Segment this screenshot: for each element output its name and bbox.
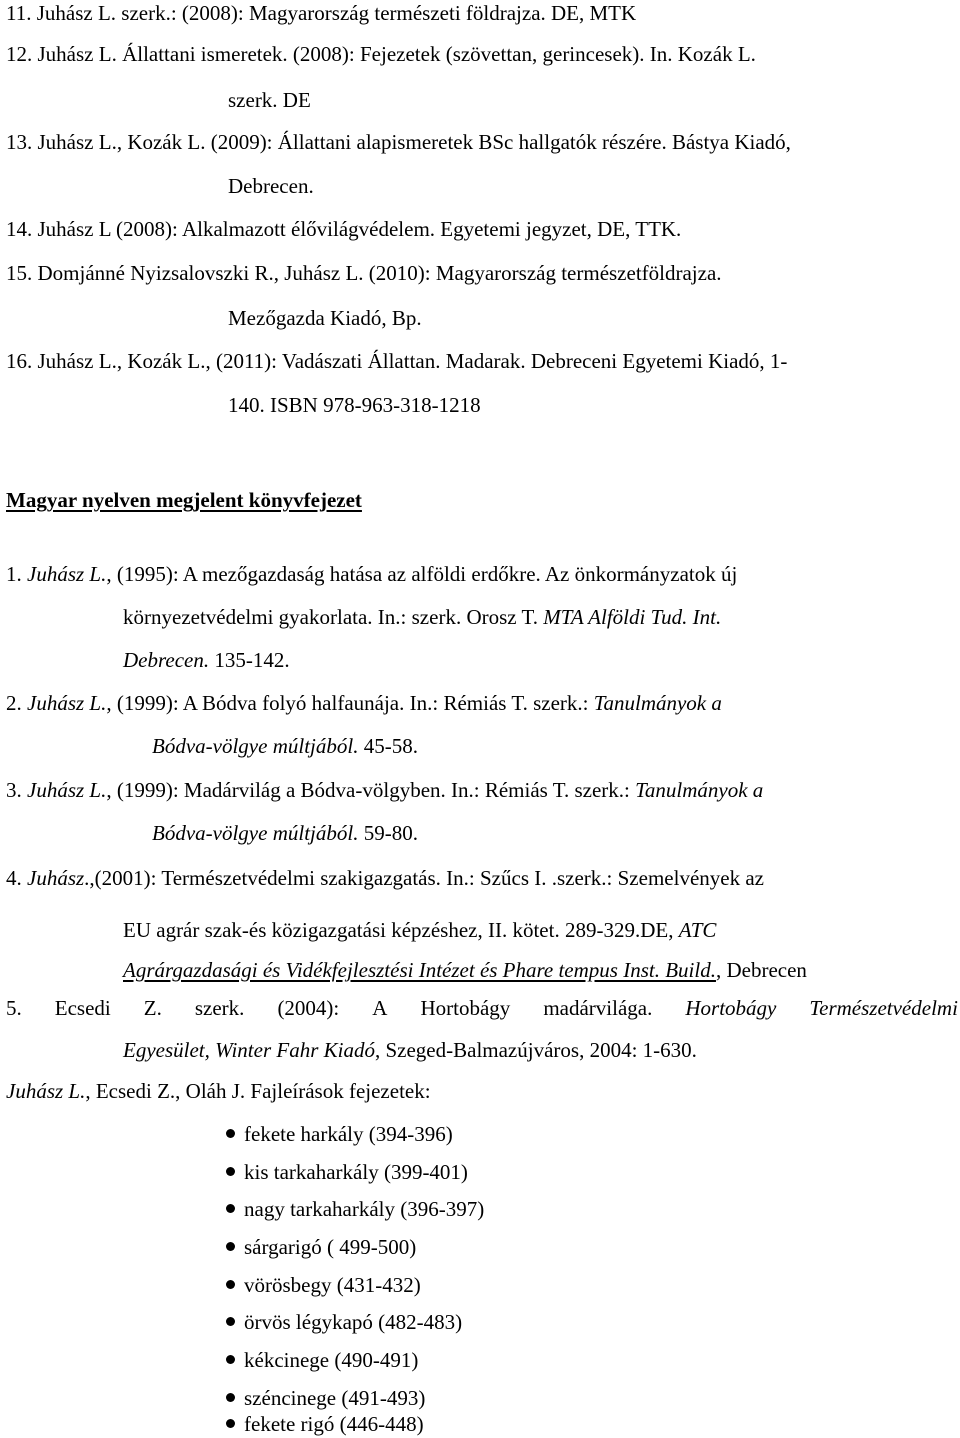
chapter-author: Juhász L. bbox=[6, 1079, 86, 1103]
bullet-icon bbox=[226, 1419, 235, 1428]
chapter-author: Juhász L. bbox=[27, 562, 107, 586]
chapter-2 bbox=[6, 691, 722, 715]
chapter-word: Ecsedi bbox=[54, 996, 111, 1020]
bullet-icon bbox=[226, 1242, 235, 1251]
chapter-word: (2004): bbox=[277, 996, 340, 1020]
chapter-number: 5. bbox=[6, 996, 22, 1020]
chapter-pages: 45-58. bbox=[358, 734, 418, 758]
chapter-source: MTA Alföldi Tud. Int. bbox=[543, 605, 722, 629]
species-label: széncinege (491-493) bbox=[244, 1386, 426, 1410]
chapter-word: A bbox=[372, 996, 388, 1020]
chapter-number: 2. bbox=[6, 691, 22, 715]
bullet-icon bbox=[226, 1393, 235, 1402]
entry-16-cont: 140. ISBN 978-963-318-1218 bbox=[228, 393, 481, 417]
entry-13: 13. Juhász L., Kozák L. (2009): Állattani alapismeretek BSc hallgatók részére. Bástya Kiadó, bbox=[6, 130, 791, 154]
bullet-icon bbox=[226, 1204, 235, 1213]
chapter-3-line-2 bbox=[152, 821, 418, 845]
chapter-source: Természetvédelmi bbox=[809, 996, 958, 1020]
species-item bbox=[226, 1160, 468, 1184]
chapter-pages: 135-142. bbox=[209, 648, 290, 672]
chapter-source: Bódva-völgye múltjából. bbox=[152, 821, 359, 845]
chapter-text: , Szeged-Balmazújváros, 2004: 1-630. bbox=[374, 1038, 697, 1062]
chapter-4-line-3 bbox=[123, 958, 807, 982]
chapter-word: szerk. bbox=[194, 996, 245, 1020]
species-label: kékcinege (490-491) bbox=[244, 1348, 419, 1372]
entry-14: 14. Juhász L (2008): Alkalmazott élővilágvédelem. Egyetemi jegyzet, DE, TTK. bbox=[6, 217, 682, 241]
chapter-text: környezetvédelmi gyakorlata. In.: szerk. Orosz T. bbox=[123, 605, 544, 629]
chapter-5-line-2 bbox=[123, 1038, 697, 1062]
chapter-5 bbox=[6, 996, 958, 1020]
chapter-source: Bódva-völgye múltjából. bbox=[152, 734, 359, 758]
species-item bbox=[226, 1348, 418, 1372]
chapter-source: Tanulmányok a bbox=[593, 691, 722, 715]
entry-16: 16. Juhász L., Kozák L., (2011): Vadászati Állattan. Madarak. Debreceni Egyetemi Kiadó, 1- bbox=[6, 349, 788, 373]
species-item bbox=[226, 1122, 453, 1146]
chapter-author: Juhász bbox=[27, 866, 85, 890]
chapter-4-line-2 bbox=[123, 918, 716, 942]
bullet-icon bbox=[226, 1129, 235, 1138]
chapter-word: Z. bbox=[143, 996, 162, 1020]
species-label: örvös légykapó (482-483) bbox=[244, 1310, 463, 1334]
chapter-3 bbox=[6, 778, 763, 802]
species-label: fekete harkály (394-396) bbox=[244, 1122, 453, 1146]
entry-13-cont: Debrecen. bbox=[228, 174, 314, 198]
species-label: kis tarkaharkály (399-401) bbox=[244, 1160, 468, 1184]
chapter-number: 1. bbox=[6, 562, 22, 586]
chapter-text: , Ecsedi Z., Oláh J. Fajleírások fejezetek: bbox=[85, 1079, 431, 1103]
chapter-word: Hortobágy bbox=[420, 996, 511, 1020]
species-label: vörösbegy (431-432) bbox=[244, 1273, 421, 1297]
bullet-icon bbox=[226, 1280, 235, 1289]
chapter-source: Egyesület, Winter Fahr Kiadó bbox=[123, 1038, 375, 1062]
bullet-icon bbox=[226, 1317, 235, 1326]
species-item bbox=[226, 1197, 484, 1221]
chapter-text: .,(2001): Természetvédelmi szakigazgatás. In.: Szűcs I. .szerk.: Szemelvények az bbox=[84, 866, 764, 890]
chapter-text: EU agrár szak-és közigazgatási képzéshez, II. kötet. 289-329.DE, bbox=[123, 918, 679, 942]
chapter-6 bbox=[6, 1079, 431, 1103]
chapter-number: 3. bbox=[6, 778, 22, 802]
chapter-source: Debrecen. bbox=[123, 648, 210, 672]
bullet-icon bbox=[226, 1167, 235, 1176]
entry-12-cont: szerk. DE bbox=[228, 88, 311, 112]
bullet-icon bbox=[226, 1355, 235, 1364]
species-item bbox=[226, 1412, 424, 1436]
chapter-text: , (1999): Madárvilág a Bódva-völgyben. In.: Rémiás T. szerk.: bbox=[106, 778, 636, 802]
chapter-pages: 59-80. bbox=[358, 821, 418, 845]
section-heading: Magyar nyelven megjelent könyvfejezet bbox=[6, 488, 362, 512]
chapter-1-line-2 bbox=[123, 605, 721, 629]
species-label: sárgarigó ( 499-500) bbox=[244, 1235, 417, 1259]
species-item bbox=[226, 1310, 462, 1334]
entry-15-cont: Mezőgazda Kiadó, Bp. bbox=[228, 306, 422, 330]
species-label: fekete rigó (446-448) bbox=[244, 1412, 424, 1436]
species-label: nagy tarkaharkály (396-397) bbox=[244, 1197, 485, 1221]
entry-12: 12. Juhász L. Állattani ismeretek. (2008): Fejezetek (szövettan, gerincesek). In. Kozák L. bbox=[6, 42, 756, 66]
chapter-author: Juhász L. bbox=[27, 778, 107, 802]
entry-15: 15. Domjánné Nyizsalovszki R., Juhász L. (2010): Magyarország természetföldrajza. bbox=[6, 261, 722, 285]
chapter-2-line-2 bbox=[152, 734, 418, 758]
chapter-text: , (1999): A Bódva folyó halfaunája. In.: Rémiás T. szerk.: bbox=[106, 691, 594, 715]
chapter-number: 4. bbox=[6, 866, 22, 890]
species-item bbox=[226, 1235, 416, 1259]
chapter-source: Hortobágy bbox=[685, 996, 777, 1020]
chapter-word: madárvilága. bbox=[543, 996, 653, 1020]
chapter-author: Juhász L. bbox=[27, 691, 107, 715]
chapter-1-line-3 bbox=[123, 648, 290, 672]
chapter-text: , Debrecen bbox=[715, 958, 807, 982]
chapter-text: , (1995): A mezőgazdaság hatása az alföldi erdőkre. Az önkormányzatok új bbox=[106, 562, 738, 586]
chapter-source: ATC bbox=[678, 918, 717, 942]
species-item bbox=[226, 1273, 421, 1297]
chapter-source: Agrárgazdasági és Vidékfejlesztési Intézet és Phare tempus Inst. Build. bbox=[123, 958, 716, 982]
chapter-4 bbox=[6, 866, 764, 890]
chapter-source: Tanulmányok a bbox=[635, 778, 764, 802]
entry-11: 11. Juhász L. szerk.: (2008): Magyarország természeti földrajza. DE, MTK bbox=[6, 1, 637, 25]
chapter-1 bbox=[6, 562, 737, 586]
species-item bbox=[226, 1386, 425, 1410]
